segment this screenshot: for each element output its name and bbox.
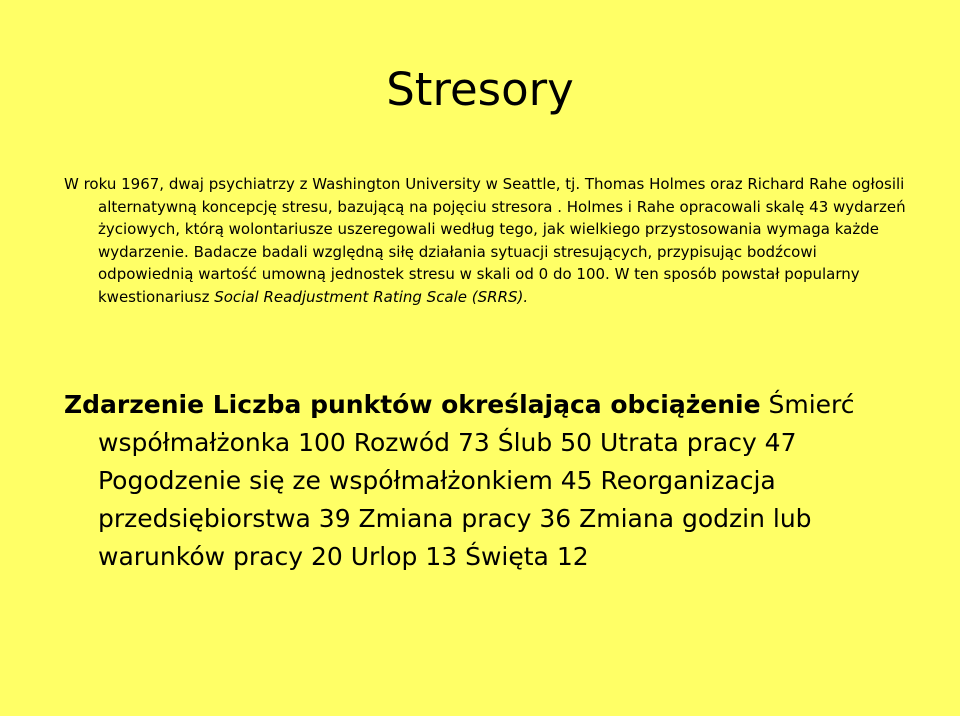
events-header: Zdarzenie Liczba punktów określająca obciążenie xyxy=(64,390,761,419)
intro-rest xyxy=(64,196,914,309)
intro-first-line: W roku 1967, dwaj psychiatrzy z Washington University w Seattle, tj. Thomas Holmes oraz Richard Rahe ogłosili xyxy=(64,175,905,193)
intro-rest-text: alternatywną koncepcję stresu, bazującą na pojęciu stresora . Holmes i Rahe opracowali skalę 43 wydarzeń życiowych, którą wolontariusze uszeregowali według tego, jak wielkiego przystosowania wymaga każde wydarzenie. Badacze badali względną siłę działania sytuacji stresujących, przypisując bodźcowi odpowiednią wartość umowną jednostek stresu w skali od 0 do 100. W ten sposób powstał popularny kwestionariusz xyxy=(98,197,906,306)
intro-paragraph xyxy=(64,173,914,308)
events-paragraph xyxy=(64,386,918,576)
events-list: Śmierć współmałżonka 100 Rozwód 73 Ślub 50 Utrata pracy 47 Pogodzenie się ze współmałżonkiem 45 Reorganizacja przedsiębiorstwa 39 Zmiana pracy 36 Zmiana godzin lub warunków pracy 20 Urlop 13 Święta 12 xyxy=(98,390,855,571)
intro-italic-title: Social Readjustment Rating Scale (SRRS). xyxy=(214,287,529,306)
slide-title: Stresory xyxy=(386,63,574,116)
